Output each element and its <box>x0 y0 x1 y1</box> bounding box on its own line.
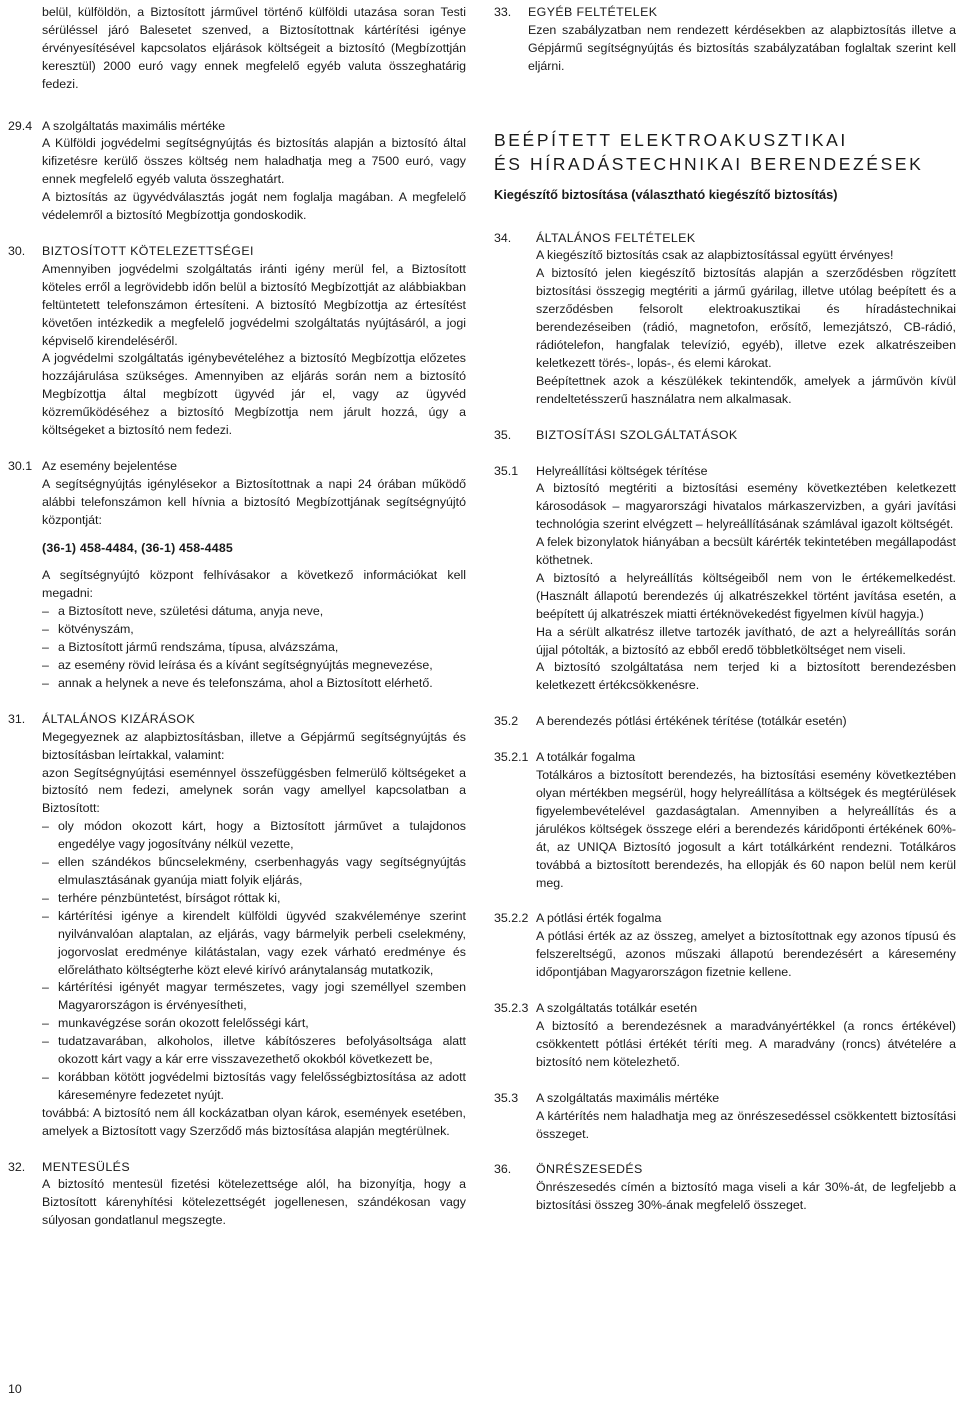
section-31 <box>8 711 466 1141</box>
section-36 <box>494 1161 956 1215</box>
section-title: A berendezés pótlási értékének térítése (totálkár esetén) <box>536 714 847 729</box>
section-35-2-1 <box>494 749 956 892</box>
list-item: – az esemény rövid leírása és a kívánt segítségnyújtás megnevezése, <box>42 657 466 675</box>
heading-line: ÉS HÍRADÁSTECHNIKAI BERENDEZÉSEK <box>494 153 924 174</box>
section-title: A pótlási érték fogalma <box>536 911 662 926</box>
paragraph: A Külföldi jogvédelmi segítségnyújtás és biztosítás alapján a biztosító által kifizetésre kerülő összes költség nem haladhatja meg a 7500 euró, vagy ennek megfelelő egyéb valuta összeghatárt. <box>42 136 466 187</box>
section-title: A szolgáltatás maximális mértéke <box>42 118 226 133</box>
paragraph: A kiegészítő biztosítás csak az alapbiztosítással együtt érvényes! <box>536 248 894 263</box>
product-heading <box>494 128 956 204</box>
section-number: 35. <box>494 427 512 442</box>
list-item: – terhére pénzbüntetést, bírságot róttak ki, <box>42 890 466 908</box>
section-32 <box>8 1159 466 1231</box>
list-item: – a Biztosított jármű rendszáma, típusa, alvázszáma, <box>42 639 466 657</box>
page-number: 10 <box>8 1382 22 1396</box>
paragraph: Megegyeznek az alapbiztosításban, illetve a Gépjármű segítségnyújtás és biztosításban leírtakkal, valamint: <box>42 729 466 762</box>
section-35 <box>494 427 956 445</box>
intro-paragraph: belül, külföldön, a Biztosított járművel történő külföldi utazása soran Testi sérüléssel járó Balesetet szenved, a Biztosítottnak kártérítési igénye érvényesítésével kapcsolatos eljárások költségeit a biztosító (Megbízottján keresztül) 2000 euró vagy ennek megfelelő egyéb valuta összeghatárig fedezi. <box>42 5 466 91</box>
paragraph: Ezen szabályzatban nem rendezett kérdésekben az alapbiztosítás illetve a Gépjármű segítségnyújtás és biztosítás szabályzatában foglaltak szerint kell eljárni. <box>528 22 956 73</box>
section-29-4 <box>8 118 466 225</box>
list-item: – ellen szándékos bűncselekmény, cserbenhagyás vagy segítségnyújtás elmulasztásának gyanúja miatt folyik eljárás, <box>42 854 466 890</box>
section-number: 35.2.1 <box>494 750 529 765</box>
section-35-2-3 <box>494 1000 956 1072</box>
section-number: 36. <box>494 1162 512 1177</box>
paragraph: A segítségnyújtó központ felhívásakor a következő információkat kell megadni: <box>42 568 466 601</box>
paragraph: A segítségnyújtás igénylésekor a Biztosítottnak a napi 24 órában működő alábbi telefonszámon kell hívnia a biztosító Megbízottjának segítségnyújtó központját: <box>42 476 466 527</box>
section-title: MENTESÜLÉS <box>42 1159 130 1174</box>
section-title: A szolgáltatás maximális mértéke <box>536 1090 720 1105</box>
subheading: Kiegészítő biztosítása (választható kiegészítő biztosítás) <box>494 186 838 202</box>
section-number: 35.2 <box>494 714 519 729</box>
paragraph: Amennyiben jogvédelmi szolgáltatás iránti igény merül fel, a Biztosított köteles erről a legrövidebb időn belül a biztosító Megbízottját az alábbiakban feltüntetett telefonszámon értesíteni. A biztosító Megbízottja az értesítést követően intézkedik a megfelelő jogvédelmi szolgáltatás nyújtásáról, a jogi képviselő kirendeléséről. <box>42 261 466 348</box>
paragraph: továbbá: A biztosító nem áll kockázatban olyan károk, események esetében, amelyek a Biztosított vagy Szerződő más biztosítása alapján megtérülnek. <box>42 1105 466 1138</box>
list-item: – munkavégzése során okozott felelősségi kárt, <box>42 1015 466 1033</box>
list-item: – oly módon okozott kárt, hogy a Biztosított járművet a tulajdonos engedélye vagy jogosítvány nélkül vezette, <box>42 818 466 854</box>
paragraph: A biztosító a berendezésnek a maradványértékkel (a roncs értékével) csökkentett pótlási értékét téríti meg. A maradvány (roncs) átvételére a biztosító nem kötelezhető. <box>536 1018 956 1069</box>
section-35-3 <box>494 1090 956 1144</box>
paragraph: A biztosító megtériti a biztosítási esemény következtében keletkezett károsodások – magyarországi hivatalos márkaszervizben, a gyári javítási technológia szerint elvégzett – helyreállításának számlával igazolt költségét. <box>536 481 956 532</box>
section-35-1 <box>494 463 956 696</box>
section-number: 30. <box>8 243 26 258</box>
section-number: 29.4 <box>8 118 33 133</box>
section-30 <box>8 243 466 440</box>
list-item: – kártérítési igényét magyar természetes, vagy jogi személlyel szemben Magyarországon is érvényesítheti, <box>42 979 466 1015</box>
section-number: 34. <box>494 230 512 245</box>
section-title: Az esemény bejelentése <box>42 458 178 473</box>
section-number: 35.1 <box>494 463 519 478</box>
heading-line: BEÉPÍTETT ELEKTROAKUSZTIKAI <box>494 129 848 150</box>
section-title: EGYÉB FELTÉTELEK <box>528 5 658 19</box>
paragraph: Beépítettnek azok a készülékek tekintendők, amelyek a járművön kívül rendeltetésszerű használatra nem alkalmasak. <box>536 373 956 406</box>
section-33 <box>494 4 956 76</box>
list-item: – korábban kötött jogvédelmi biztosítás vagy felelősségbiztosítása az adott káreseményre fedezetet nyújt. <box>42 1069 466 1105</box>
section-35-2 <box>494 713 956 731</box>
list-item: – kötvényszám, <box>42 621 466 639</box>
paragraph: A biztosítás az ügyvédválasztás jogát nem foglalja magában. A megfelelő védelemről a biztosító Megbízottja gondoskodik. <box>42 190 466 223</box>
section-number: 35.3 <box>494 1090 519 1105</box>
phone-numbers: (36-1) 458-4484, (36-1) 458-4485 <box>42 540 234 555</box>
section-number: 35.2.3 <box>494 1001 529 1016</box>
paragraph: A biztosító mentesül fizetési kötelezettsége alól, ha bizonyítja, hogy a Biztosított kárenyhítési kötelezettségét jogellenesen, szándékosan vagy súlyosan gondatlanul megszegte. <box>42 1177 466 1228</box>
section-number: 32. <box>8 1159 26 1174</box>
paragraph: A biztosító szolgáltatása nem terjed ki a biztosított berendezésben keletkezett értékcsökkenésre. <box>536 660 956 693</box>
exclusion-list <box>42 818 466 1105</box>
section-35-2-2 <box>494 910 956 982</box>
paragraph: Önrészesedés címén a biztosító maga viseli a kár 30%-át, de legfeljebb a biztosítási összeg 30%-ának megfelelő összeget. <box>536 1180 956 1213</box>
left-column <box>8 4 466 1230</box>
section-title: A totálkár fogalma <box>536 750 636 765</box>
list-item: – a Biztosított neve, születési dátuma, anyja neve, <box>42 603 466 621</box>
list-item: – kártérítési igénye a kirendelt külföldi ügyvéd szakvéleménye szerint nyilvánvalóan alaptalan, az eljárás, vagy bármelyik perbeli cselekmény, jogorvoslat eredménye kilátástalan, vagy ezek várható eredménye és előreláthato költségterhe közt elevé kirívó aránytalanság mutatkozik, <box>42 908 466 980</box>
list-item: – tudatzavarában, alkoholos, illetve kábítószeres befolyásoltsága alatt okozott kárt vagy a kár erre visszavezethető okokból következett be, <box>42 1033 466 1069</box>
paragraph: A felek bizonylatok hiányában a becsült kárérték tekintetében megállapodást köthetnek. <box>536 535 956 568</box>
section-number: 31. <box>8 711 26 726</box>
paragraph: Totálkáros a biztosított berendezés, ha biztosítási esemény következtében olyan mértékben megsérül, hogy helyreállítása a költségek és megtérülések figyelembevételével gazdaságtalan. Amennyiben a helyreállítás és a járulékos költségek összege eléri a berendezés káridőponti értékének 60%-át, az UNIQA Biztosító jogosult a kárt totálkárként rendezni. Totálkáros továbbá a biztosított berendezés, ha ellopják és 60 napon belül nem kerül meg. <box>536 768 956 890</box>
paragraph: A biztosító jelen kiegészítő biztosítás alapján a szerződésben rögzített biztosítási összegig megtériti a jármű gyárilag, illetve utólag beépített és a szerződésben felsorolt elektroakusztikai és híradástechnikai berendezéseiben (rádió, magnetofon, erősítő, lemezjátszó, CB-rádió, rádiótelefon, hangfalak televízió, egyéb), illetve ezek alkatrészeiben keletkezett törés-, lopás-, és elemi károkat. <box>536 266 956 370</box>
paragraph: A kártérítés nem haladhatja meg az önrészesedéssel csökkentett biztosítási összeget. <box>536 1108 956 1141</box>
paragraph: A pótlási érték az az összeg, amelyet a biztosítottnak egy azonos típusú és felszereltségű, azonos műszaki állapotú berendezésért a káresemény időpontjában Magyarországon fizetnie kellene. <box>536 929 956 980</box>
section-30-1 <box>8 458 466 693</box>
section-34 <box>494 230 956 409</box>
section-title: BIZTOSÍTÁSI SZOLGÁLTATÁSOK <box>536 427 738 442</box>
section-number: 30.1 <box>8 458 33 473</box>
section-title: Helyreállítási költségek térítése <box>536 463 708 478</box>
paragraph: A jogvédelmi szolgáltatás igénybevételéhez a biztosító Megbízottja előzetes hozzájárulása szükséges. Amennyiben az eljárás során nem a biztosító Megbízottja által megbízott ügyvéd jár el, vagy az ügyvéd közreműködéséhez a biztosító Megbízottja nem járult hozzá, úgy a költségeket a biztosító nem fedezi. <box>42 351 466 438</box>
info-list <box>42 603 466 693</box>
paragraph: azon Segítségnyújtási eseménnyel összefüggésben felmerülő költségeket a biztosító nem fedezi, amelynek során vagy amellyel kapcsolatban a Biztosított: <box>42 765 466 816</box>
section-number: 33. <box>494 5 512 19</box>
right-column <box>494 4 956 1215</box>
section-title: ÁLTALÁNOS KIZÁRÁSOK <box>42 711 196 726</box>
paragraph: Ha a sérült alkatrész illetve tartozék javítható, de azt a helyreállítás során újjal pótolták, a biztosító az ebből eredő többletköltséget nem viseli. <box>536 624 956 657</box>
section-title: A szolgáltatás totálkár esetén <box>536 1001 698 1016</box>
section-title: ÁLTALÁNOS FELTÉTELEK <box>536 230 696 245</box>
paragraph: A biztosító a helyreállítás költségeiből nem von le értékemelkedést. (Használt állapotú berendezés új alkatrészekkel történt javítása esetén, a beépített új alkatrészek miatti értéknövekedést figyelmen kívül hagyja.) <box>536 570 956 621</box>
section-number: 35.2.2 <box>494 911 529 926</box>
section-title: BIZTOSÍTOTT KÖTELEZETTSÉGEI <box>42 243 254 258</box>
list-item: – annak a helynek a neve és telefonszáma, ahol a Biztosított elérhető. <box>42 675 466 693</box>
section-title: ÖNRÉSZESEDÉS <box>536 1162 643 1177</box>
